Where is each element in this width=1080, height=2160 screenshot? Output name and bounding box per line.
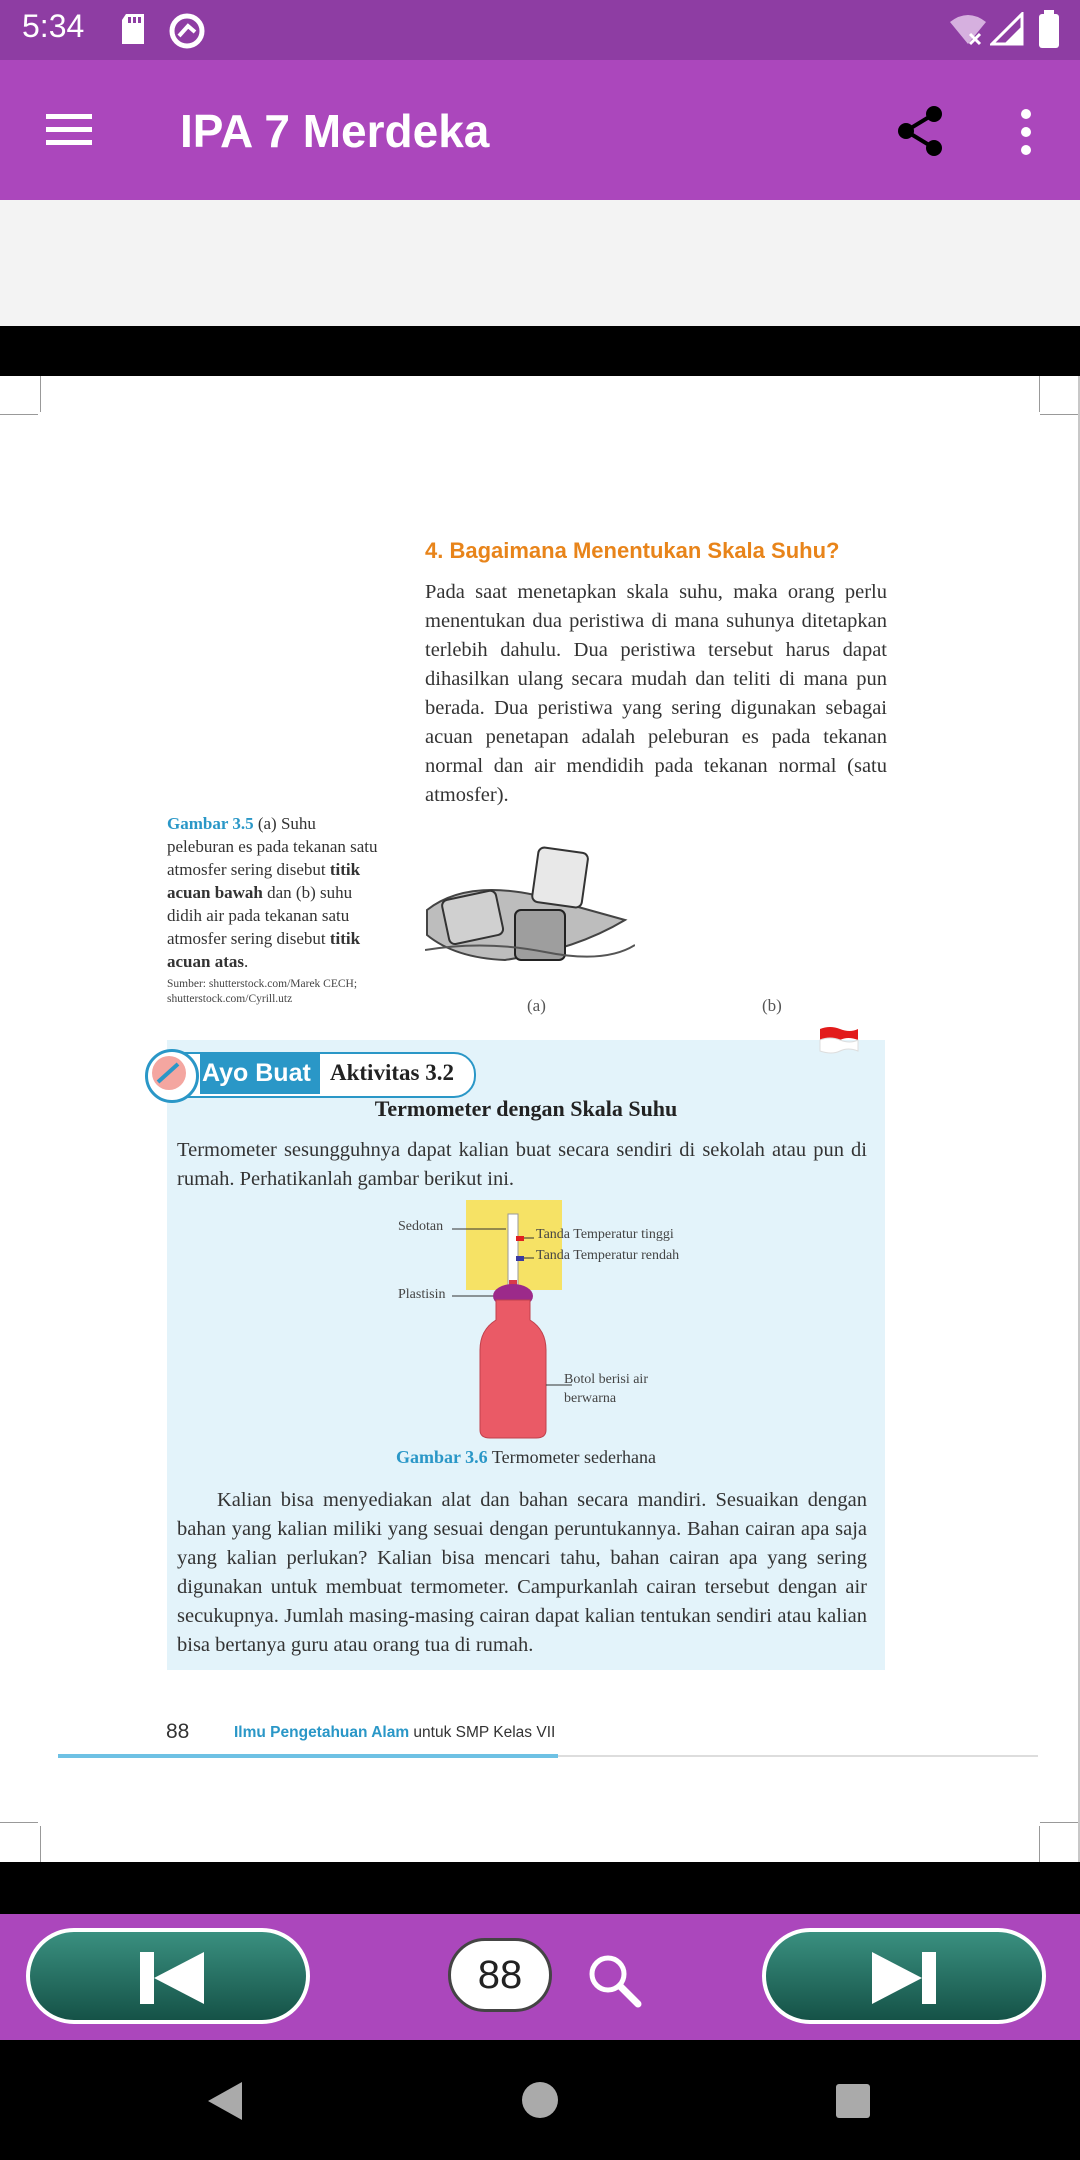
activity-icon bbox=[145, 1049, 199, 1103]
figure-label: Gambar 3.5 bbox=[167, 814, 254, 833]
skip-next-icon bbox=[870, 1950, 938, 2006]
paragraph-1: Pada saat menetapkan skala suhu, maka orang perlu menentukan dua peristiwa di mana suhunya ditetapkan terlebih dahulu. Dua peristiwa tersebut harus dapat dihasilkan ulang secara mudah dan teliti di mana pun berada. Dua peristiwa yang sering digunakan sebagai acuan penetapan adalah peleburan es pada tekanan normal dan air mendidih pada tekanan normal (satu atmosfer). bbox=[425, 581, 887, 806]
crop-mark bbox=[1039, 376, 1040, 412]
figure-source: Sumber: shutterstock.com/Marek CECH; shutterstock.com/Cyrill.utz bbox=[167, 978, 358, 1005]
signal-icon bbox=[990, 12, 1024, 46]
footer-book-title bbox=[234, 1724, 555, 1742]
previous-page-button[interactable] bbox=[26, 1928, 310, 2024]
skip-previous-icon bbox=[138, 1950, 206, 2006]
figure-label: Gambar 3.6 bbox=[396, 1447, 488, 1467]
activity-body: Kalian bisa menyediakan alat dan bahan secara mandiri. Sesuaikan dengan bahan yang kalian miliki yang sesuai dengan peruntukannya. Bahan cairan apa saja yang kalian perlukan? Kalian bisa mencari tahu, bahan cairan apa yang sering digunakan untuk membuat termometer. Campurkanlah cairan tersebut dengan air secukupnya. Jumlah masing-masing cairan dapat kalian tentukan sendiri atau kalian bisa bertanya guru atau orang tua di rumah. bbox=[177, 1489, 867, 1656]
status-time: 5:34 bbox=[22, 8, 85, 44]
more-vert-icon[interactable] bbox=[1016, 108, 1036, 156]
footer-book-title-rest: untuk SMP Kelas VII bbox=[409, 1724, 556, 1741]
status-bar bbox=[0, 0, 1080, 60]
activity-intro: Termometer sesungguhnya dapat kalian buat secara sendiri di sekolah atau pun di rumah. Perhatikanlah gambar berikut ini. bbox=[177, 1139, 867, 1190]
footer-divider bbox=[58, 1754, 558, 1758]
next-page-button[interactable] bbox=[762, 1928, 1046, 2024]
caption-text: (a) Suhu peleburan es pada tekanan satu atmosfer sering disebut bbox=[167, 814, 378, 879]
activity-number: Aktivitas 3.2 bbox=[330, 1060, 454, 1085]
app-bar bbox=[0, 60, 1080, 200]
page-indicator[interactable]: 88 bbox=[448, 1938, 552, 2012]
footer-divider-light bbox=[558, 1755, 1038, 1757]
sync-icon bbox=[168, 12, 206, 50]
crop-mark bbox=[0, 1822, 38, 1823]
crop-mark bbox=[1039, 1826, 1040, 1862]
wifi-off-icon bbox=[948, 12, 988, 46]
caption-text: Termometer sederhana bbox=[487, 1447, 656, 1467]
figure-3-5-caption bbox=[167, 812, 387, 1007]
caption-text: dan (b) suhu didih air pada tekanan satu atmosfer sering disebut bbox=[167, 883, 353, 948]
pencil-icon bbox=[148, 1052, 190, 1094]
back-icon[interactable] bbox=[204, 2080, 244, 2122]
footer-book-title-highlight: Ilmu Pengetahuan Alam bbox=[234, 1724, 410, 1741]
recents-icon[interactable] bbox=[834, 2082, 872, 2120]
label-temp-low: Tanda Temperatur rendah bbox=[536, 1248, 680, 1263]
activity-title: Termometer dengan Skala Suhu bbox=[374, 1096, 678, 1121]
indonesia-flag-icon bbox=[818, 1025, 860, 1055]
menu-icon[interactable] bbox=[44, 112, 94, 148]
ice-melting-image bbox=[425, 840, 635, 980]
label-temp-high: Tanda Temperatur tinggi bbox=[536, 1227, 674, 1242]
caption-bold: titik acuan bawah bbox=[167, 860, 361, 902]
page-number: 88 bbox=[166, 1720, 190, 1743]
sd-card-icon bbox=[118, 12, 148, 46]
home-icon[interactable] bbox=[520, 2080, 560, 2120]
figure-label-a: (a) bbox=[527, 996, 546, 1015]
system-navigation-bar bbox=[0, 2040, 1080, 2160]
app-title: IPA 7 Merdeka bbox=[180, 105, 490, 157]
ayo-buat-badge: Ayo Buat bbox=[200, 1052, 320, 1094]
crop-mark bbox=[0, 414, 38, 415]
figure-3-6-caption bbox=[167, 1447, 885, 1468]
caption-text: . bbox=[243, 952, 249, 971]
crop-mark bbox=[40, 376, 41, 412]
caption-bold: titik acuan atas bbox=[167, 929, 361, 971]
crop-mark bbox=[1040, 1822, 1080, 1823]
label-bottle: Botol berisi air bbox=[564, 1372, 648, 1387]
label-bottle-2: berwarna bbox=[564, 1391, 617, 1406]
banner-area bbox=[0, 200, 1080, 326]
crop-mark bbox=[1040, 414, 1080, 415]
section-heading: 4. Bagaimana Menentukan Skala Suhu? bbox=[425, 538, 840, 563]
figure-label-b: (b) bbox=[762, 996, 782, 1015]
crop-mark bbox=[40, 1826, 41, 1862]
label-sedotan: Sedotan bbox=[398, 1219, 444, 1234]
share-icon[interactable] bbox=[894, 104, 946, 158]
battery-icon bbox=[1038, 10, 1060, 48]
label-plastisin: Plastisin bbox=[398, 1287, 446, 1302]
search-icon[interactable] bbox=[584, 1950, 644, 2010]
